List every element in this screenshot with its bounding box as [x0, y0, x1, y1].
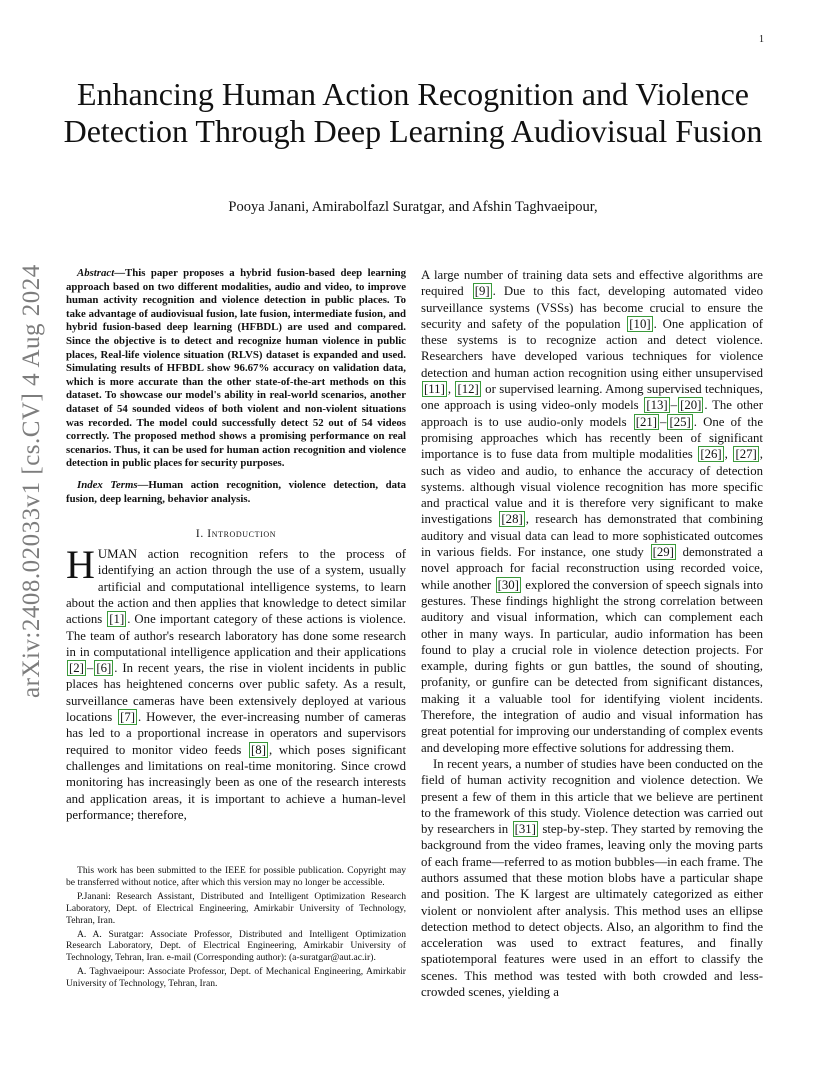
text-run: . The other approach is to use audio-only models [421, 398, 763, 429]
text-run: . One application of these systems is to recognize action and detect violence. Researchers have developed various techniques for violence detection and human action recognition using either unsupervised [421, 316, 763, 380]
paper-title: Enhancing Human Action Recognition and Violence Detection Through Deep Learning Audiovisual Fusion [63, 76, 763, 149]
text-run: . However, the ever-increasing number of cameras has led to a proportional increase in operators and supervisors required to monitor video feeds [66, 710, 406, 757]
citation-link[interactable]: [9] [474, 284, 490, 299]
text-run: demonstrated a novel approach for facial reconstruction using recorded voice, while another [421, 545, 763, 592]
abstract [66, 267, 406, 471]
citation-link[interactable]: [31] [514, 822, 536, 837]
citation-link[interactable]: [10] [629, 316, 651, 331]
text-run: explored the conversion of speech signals into gestures. These findings highlight the strong correlation between auditory and visual information, which can complement each other in many ways. In particular, audio information has been found to play a crucial role in violence detection projects. For example, during fights or gun battles, the sound of shouting, profanity, or gunfire can be detected from significant distances, making it a valuable tool for identifying violent incidents. Therefore, the integration of audio and visual information has great potential for improving our understanding of complex events and developing more effective solutions for addressing them. [421, 577, 763, 755]
citation-link[interactable]: [25] [669, 414, 691, 429]
index-terms-label: Index Terms [77, 478, 138, 491]
right-column [421, 267, 763, 1000]
left-column [66, 267, 406, 823]
text-run: step-by-step. They started by removing the background from the video frames, leaving only the moving parts of each frame—referred to as motion bubbles—in each frame. The authors assumed that these motion blobs have a particular shape and position. The K largest are ultimately categorized as either violent or nonviolent after analysis. This method uses an ellipse detection method to detect objects. Also, an algorithm to find the acceleration was used to extract features, and finally spatiotemporal features were used in an effort to classify the scenes. This method was tested with both crowded and less-crowded scenes, yielding a [421, 822, 764, 1000]
text-run: . Due to this fact, developing automated video surveillance systems (VSSs) has become crucial to ensure the security and safety of the population [421, 284, 763, 331]
page-number: 1 [759, 34, 764, 45]
abstract-label: Abstract [77, 267, 115, 279]
citation-link[interactable]: [8] [251, 742, 266, 757]
citation-link[interactable]: [21] [635, 414, 658, 429]
citation-link[interactable]: [26] [700, 447, 722, 462]
text-run: . In recent years, the rise in violent incidents in public places has heightened concerns over public safety. As a result, surveillance cameras have been extensively deployed at various locations [66, 661, 406, 725]
citation-link[interactable]: [29] [652, 545, 674, 560]
text-run: , such as video and audio, to enhance the accuracy of detection systems. although visual violence recognition has more specific and practical value and it is therefore very significant to make investigations [421, 447, 763, 527]
text-run: , [447, 382, 455, 397]
footnotes [66, 865, 406, 992]
citation-link[interactable]: [20] [680, 398, 702, 413]
citation-link[interactable]: [6] [96, 661, 112, 676]
author-list: Pooya Janani, Amirabolfazl Suratgar, and Afshin Taghvaeipour, [228, 199, 598, 215]
text-run: – [86, 661, 94, 676]
citation-link[interactable]: [2] [69, 661, 84, 676]
arxiv-identifier: arXiv:2408.02033v1 [cs.CV] 4 Aug 2024 [18, 264, 45, 698]
text-run: , research has demonstrated that combining auditory and visual data can lead to more sophisticated outcomes in various fields. For instance, one study [421, 512, 763, 560]
footnote: This work has been submitted to the IEEE for possible publication. Copyright may be transferred without notice, after which this version may no longer be accessible. [66, 865, 406, 888]
footnote: P.Janani: Research Assistant, Distributed and Intelligent Optimization Research Laboratory, Dept. of Electrical Engineering, Amirkabir University of Technology, Tehran, Iran. [66, 890, 406, 926]
citation-link[interactable]: [13] [646, 398, 668, 413]
body-paragraph [421, 267, 763, 756]
text-run: , which poses significant challenges and limitations on real-time monitoring. Since crowd monitoring has increasingly been as one of the research interests and application areas, it is important to achieve a human-level performance; therefore, [66, 742, 406, 822]
text-run: , [724, 447, 733, 462]
body-paragraph [421, 756, 763, 1000]
footnote: A. Taghvaeipour: Associate Professor, Dept. of Mechanical Engineering, Amirkabir University of Technology, Tehran, Iran. [66, 966, 406, 990]
text-run: . One of the promising approaches which has recently been of significant importance is to fuse data from multiple modalities [421, 414, 763, 462]
index-terms-text: —Human action recognition, violence detection, data fusion, deep learning, behavior analysis. [66, 478, 406, 505]
citation-link[interactable]: [30] [497, 577, 519, 592]
citation-link[interactable]: [1] [109, 612, 125, 627]
citation-link[interactable]: [12] [457, 382, 479, 397]
section-heading-introduction: I. Introduction [195, 528, 277, 541]
citation-link[interactable]: [27] [735, 447, 757, 462]
drop-cap: H [66, 542, 95, 588]
text-run: A large number of training data sets and effective algorithms are required [421, 268, 763, 299]
text-run: In recent years, a number of studies have been conducted on the field of human activity recognition and violence detection. We present a few of them in this article that we believe are pertinent to the framework of this study. Violence detection was carried out by researchers in [421, 756, 763, 837]
abstract-text: —This paper proposes a hybrid fusion-based deep learning approach based on two different modalities, audio and video, to improve human activity recognition and violence detection in public places. To take advantage of audiovisual fusion, late fusion, intermediate fusion, and hybrid fusion-based deep learning (HFBDL) are used and compared. Since the objective is to detect and recognize human violence in public places, Real-life violence situation (RLVS) dataset is expanded and used. Simulating results of HFBDL show 96.67% accuracy on validation data, which is more accurate than the other state-of-the-art methods on this dataset. To showcase our model's ability in real-world scenarios, another dataset of 54 sounded videos of both violent and non-violent situations was recorded. The model could successfully detect 52 out of 54 videos correctly. The proposed method shows a promising performance on real scenarios. Thus, it can be used for human action recognition and violence detection in public places for security purposes. [66, 267, 406, 470]
citation-link[interactable]: [28] [501, 512, 523, 527]
text-run: UMAN action recognition refers to the process of identifying an action through the use of a system, usually artificial and computational intelligence systems, to learn about the action and then applies that knowledge to detect similar actions [66, 547, 406, 627]
text-run: or supervised learning. Among supervised techniques, one approach is using video-only models [421, 382, 763, 413]
index-terms [66, 479, 406, 506]
intro-paragraph [66, 542, 407, 823]
text-run: – [660, 414, 667, 429]
text-run: . One important category of these actions is violence. The team of author's research laboratory has done some research in in computational intelligence application and their applications [66, 612, 407, 659]
text-run: – [670, 398, 678, 413]
footnote: A. A. Suratgar: Associate Professor, Distributed and Intelligent Optimization Research Laboratory, Dept. of Electrical Engineering, Amirkabir University of Technology, Tehran, Iran. e-mail (Corresponding author): (a-suratgar@aut.ac.ir). [66, 928, 406, 964]
citation-link[interactable]: [11] [424, 382, 445, 397]
citation-link[interactable]: [7] [120, 710, 136, 725]
